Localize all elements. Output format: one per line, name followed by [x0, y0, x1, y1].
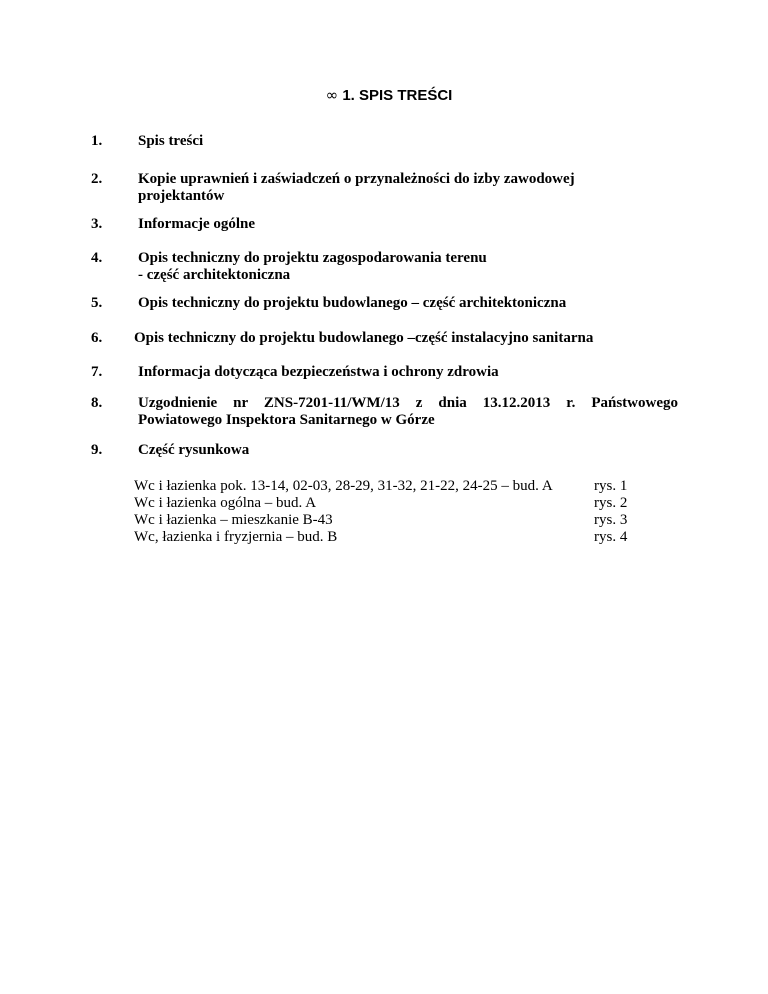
infinity-bullet-icon: ∞ [325, 86, 339, 104]
toc-item-text [138, 442, 678, 459]
toc-item-line: Spis treści [138, 133, 204, 149]
drawings-list [134, 478, 634, 546]
drawing-row [134, 495, 634, 512]
drawing-label: Wc, łazienka i fryzjernia – bud. B [134, 529, 338, 545]
toc-item-text [138, 295, 678, 312]
toc-item-text [138, 171, 678, 205]
drawing-label: Wc i łazienka pok. 13-14, 02-03, 28-29, 31-32, 21-22, 24-25 – bud. A [134, 478, 553, 494]
toc-item-number: 2. [91, 171, 103, 187]
toc-item-number: 4. [91, 250, 103, 266]
toc-item-text [134, 330, 674, 347]
toc-item-text [138, 364, 678, 381]
toc-item-number: 7. [91, 364, 103, 380]
toc-item-line: Informacje ogólne [138, 216, 256, 232]
drawing-ref: rys. 3 [594, 512, 628, 528]
toc-item-line: Informacja dotycząca bezpieczeństwa i ochrony zdrowia [138, 364, 499, 380]
toc-item-number: 9. [91, 442, 103, 458]
toc-item-number: 3. [91, 216, 103, 232]
toc-item-text [138, 250, 678, 284]
toc-item-number: 8. [91, 395, 103, 411]
page-title [0, 86, 768, 104]
drawing-row [134, 529, 634, 546]
toc-item-number: 5. [91, 295, 103, 311]
toc-item-line: projektantów [138, 188, 225, 204]
page-title-text: 1. SPIS TREŚCI [342, 87, 453, 104]
toc-item-line: Opis techniczny do projektu budowlanego – część architektoniczna [138, 295, 567, 311]
drawing-row [134, 512, 634, 529]
toc-item-line: Opis techniczny do projektu zagospodarowania terenu [138, 250, 487, 266]
toc-item-line: Powiatowego Inspektora Sanitarnego w Górze [138, 412, 435, 428]
toc-item-line: Opis techniczny do projektu budowlanego –część instalacyjno sanitarna [134, 330, 594, 346]
toc-item-number: 6. [91, 330, 103, 346]
drawing-label: Wc i łazienka – mieszkanie B-43 [134, 512, 333, 528]
drawing-label: Wc i łazienka ogólna – bud. A [134, 495, 317, 511]
toc-item-line: Część rysunkowa [138, 442, 250, 458]
toc-item-text [138, 395, 678, 429]
toc-item-line: - część architektoniczna [138, 267, 291, 283]
toc-item-number: 1. [91, 133, 103, 149]
drawing-ref: rys. 2 [594, 495, 628, 511]
toc-item-line: Kopie uprawnień i zaświadczeń o przynależności do izby zawodowej [138, 171, 575, 187]
drawing-ref: rys. 4 [594, 529, 628, 545]
toc-item-line: Uzgodnienie nr ZNS-7201-11/WM/13 z dnia 13.12.2013 r. Państwowego [138, 395, 678, 411]
drawing-ref: rys. 1 [594, 478, 628, 494]
drawing-row [134, 478, 634, 495]
toc-item-text [138, 133, 678, 150]
toc-item-text [138, 216, 678, 233]
